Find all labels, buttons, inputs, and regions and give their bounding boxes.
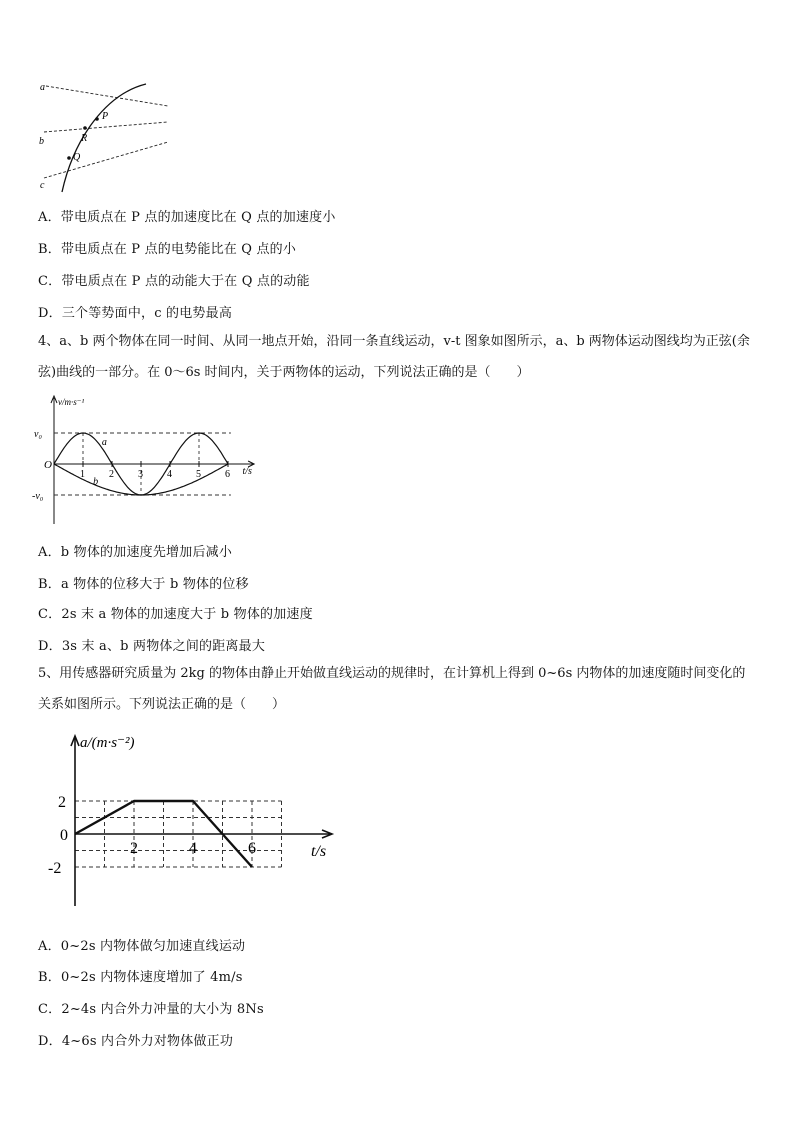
equipotential-figure xyxy=(36,80,176,195)
vt-chart xyxy=(32,394,272,529)
equipotential-line-a xyxy=(46,86,168,106)
point-q xyxy=(67,156,71,160)
q4-stem: 4、a、b 两个物体在同一时间、从同一地点开始，沿同一条直线运动，v-t 图象如图所示，a、b 两物体运动图线均为正弦(余弦)曲线的一部分。在 0～6s 时间内，关于两物体的运动，下列说法正确的是（ ） xyxy=(38,334,750,380)
q3-option-a: A．带电质点在 P 点的加速度比在 Q 点的加速度小 xyxy=(38,210,336,225)
y-tick-label-v0: v₀ xyxy=(34,429,42,440)
x-tick-label: 1 xyxy=(80,469,85,480)
equipotential-line-b xyxy=(44,122,168,132)
x-axis-label: t/s xyxy=(311,843,327,860)
label-b: b xyxy=(39,136,44,147)
x-tick-label: 6 xyxy=(225,469,230,480)
equipotential-svg xyxy=(36,80,176,195)
series-a-label: a xyxy=(101,436,107,448)
origin-label: O xyxy=(44,459,52,471)
point-r xyxy=(83,126,87,130)
label-r: R xyxy=(81,133,88,144)
y-axis-label: v/m·s⁻¹ xyxy=(58,397,85,407)
label-a: a xyxy=(40,82,45,93)
q5-option-b: B．0~2s 内物体速度增加了 4m/s xyxy=(38,970,243,985)
point-p xyxy=(95,117,99,121)
at-chart xyxy=(42,728,342,918)
label-c: c xyxy=(40,180,45,191)
q4-option-c: C．2s 末 a 物体的加速度大于 b 物体的加速度 xyxy=(38,607,313,622)
x-tick-label: 5 xyxy=(196,469,201,480)
x-tick-label: 6 xyxy=(248,840,256,857)
vt-chart-svg xyxy=(32,394,272,529)
x-tick-label: 2 xyxy=(130,840,138,857)
q4-option-d: D．3s 末 a、b 两物体之间的距离最大 xyxy=(38,639,266,654)
q3-option-c: C．带电质点在 P 点的动能大于在 Q 点的动能 xyxy=(38,274,310,289)
q5-option-d: D．4~6s 内合外力对物体做正功 xyxy=(38,1034,234,1049)
at-chart-svg xyxy=(42,728,342,918)
q4-option-b: B．a 物体的位移大于 b 物体的位移 xyxy=(38,577,249,592)
q5-option-a: A．0~2s 内物体做匀加速直线运动 xyxy=(38,939,246,954)
q4-option-a: A．b 物体的加速度先增加后减小 xyxy=(38,545,233,560)
x-tick-label: 2 xyxy=(109,469,114,480)
y-tick-label-neg-v0: -v₀ xyxy=(32,491,44,502)
q3-option-b: B．带电质点在 P 点的电势能比在 Q 点的小 xyxy=(38,242,297,257)
y-tick-label-2: 2 xyxy=(58,794,66,811)
y-axis-label: a/(m·s⁻²) xyxy=(80,735,135,751)
q5-option-c: C．2~4s 内合外力冲量的大小为 8Ns xyxy=(38,1002,264,1017)
q3-option-d: D．三个等势面中，c 的电势最高 xyxy=(38,306,233,321)
y-tick-label-neg-2: -2 xyxy=(48,860,62,877)
trajectory-curve xyxy=(62,84,146,192)
equipotential-line-c xyxy=(44,142,168,178)
x-tick-label: 3 xyxy=(138,469,143,480)
label-p: P xyxy=(102,111,109,122)
x-tick-label: 4 xyxy=(189,840,197,857)
x-axis-label: t/s xyxy=(242,466,252,477)
x-tick-label: 4 xyxy=(167,469,172,480)
q5-stem: 5、用传感器研究质量为 2kg 的物体由静止开始做直线运动的规律时，在计算机上得到 0~6s 内物体的加速度随时间变化的关系如图所示。下列说法正确的是（ ） xyxy=(38,666,746,712)
series-b-label: b xyxy=(93,476,99,488)
origin-label: 0 xyxy=(60,827,68,844)
label-q: Q xyxy=(73,152,81,163)
